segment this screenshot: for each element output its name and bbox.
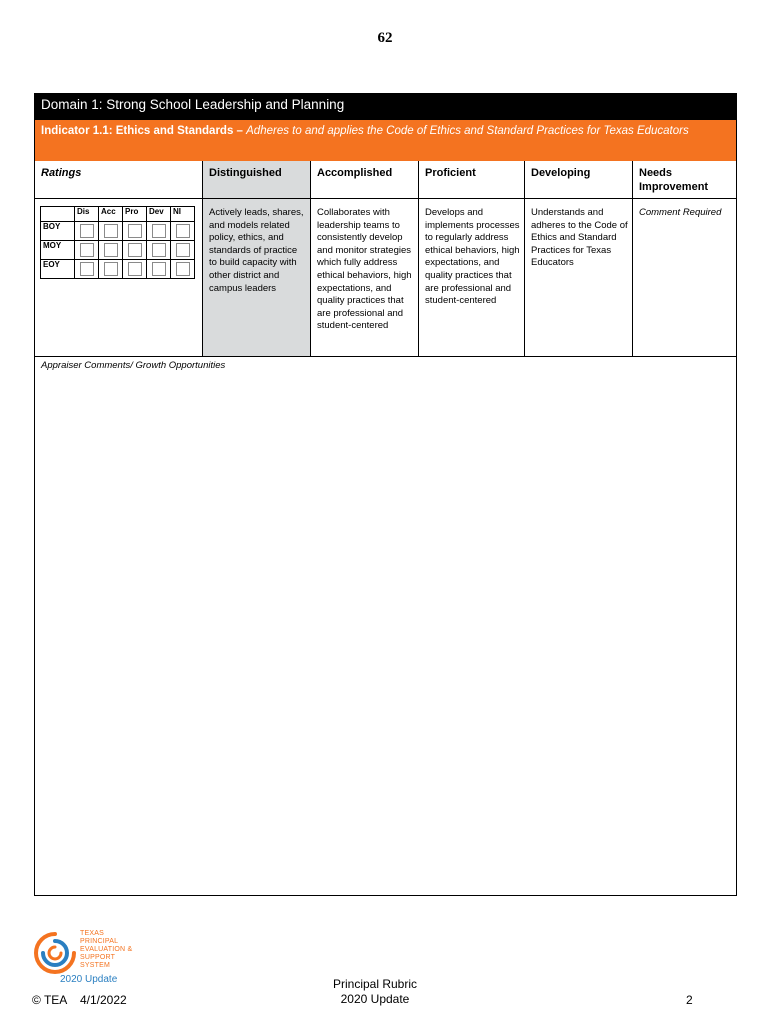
level-needs-improvement [632, 161, 736, 356]
level-description: Comment Required [639, 207, 722, 218]
footer-copyright: © TEA 4/1/2022 [32, 993, 127, 1007]
logo-swirl-icon [32, 930, 78, 976]
level-header: Developing [525, 161, 632, 199]
boy-ni-checkbox[interactable] [176, 224, 190, 238]
indicator-bar [35, 120, 736, 161]
boy-acc-checkbox[interactable] [104, 224, 118, 238]
level-accomplished [310, 161, 418, 356]
level-developing [524, 161, 632, 356]
comments-label: Appraiser Comments/ Growth Opportunities [41, 360, 226, 371]
moy-dis-checkbox[interactable] [80, 243, 94, 257]
rating-row-eoy: EOY [41, 260, 75, 279]
rating-col-acc: Acc [99, 207, 123, 222]
boy-dis-checkbox[interactable] [80, 224, 94, 238]
footer-title [300, 977, 450, 1007]
footer-page-number: 2 [686, 993, 693, 1007]
rating-col-dev: Dev [147, 207, 171, 222]
moy-ni-checkbox[interactable] [176, 243, 190, 257]
footer-title-line2: 2020 Update [340, 992, 410, 1006]
eoy-ni-checkbox[interactable] [176, 262, 190, 276]
logo-update: 2020 Update [60, 974, 118, 985]
logo-line: PRINCIPAL [80, 938, 119, 945]
level-header: Needs Improvement [633, 161, 736, 199]
moy-pro-checkbox[interactable] [128, 243, 142, 257]
boy-pro-checkbox[interactable] [128, 224, 142, 238]
boy-dev-checkbox[interactable] [152, 224, 166, 238]
eoy-dev-checkbox[interactable] [152, 262, 166, 276]
footer-title-line1: Principal Rubric [332, 977, 418, 991]
level-description: Actively leads, shares, and models related policy, ethics, and standards of practice to build capacity with other district and campus leaders [209, 207, 304, 294]
logo-line: SUPPORT SYSTEM [80, 954, 115, 969]
rating-col-pro: Pro [123, 207, 147, 222]
level-description: Develops and implements processes to regularly address ethical behaviors, high expectations, and quality practices that are professional and student-centered [425, 207, 520, 307]
rating-row-moy: MOY [41, 241, 75, 260]
level-header: Distinguished [203, 161, 310, 199]
level-proficient [418, 161, 524, 356]
level-header: Accomplished [311, 161, 418, 199]
ratings-header: Ratings [35, 161, 202, 199]
ratings-column [35, 161, 202, 356]
logo-line: EVALUATION & [80, 946, 133, 953]
level-description: Collaborates with leadership teams to consistently develop and monitor strategies which fully address ethical behaviors, high expectations, and quality practices that are professional and student-centered [317, 207, 412, 332]
level-description: Understands and adheres to the Code of Ethics and Standard Practices for Texas Educators [531, 207, 628, 269]
logo-text [80, 930, 140, 970]
level-distinguished [202, 161, 310, 356]
moy-dev-checkbox[interactable] [152, 243, 166, 257]
eoy-dis-checkbox[interactable] [80, 262, 94, 276]
logo-line: TEXAS [80, 930, 104, 937]
rating-row-boy: BOY [41, 222, 75, 241]
moy-acc-checkbox[interactable] [104, 243, 118, 257]
page-number: 62 [377, 30, 393, 46]
ratings-grid [35, 161, 736, 357]
level-header: Proficient [419, 161, 524, 199]
domain-title: Domain 1: Strong School Leadership and Planning [35, 94, 736, 120]
eoy-acc-checkbox[interactable] [104, 262, 118, 276]
indicator-description: Adheres to and applies the Code of Ethics and Standard Practices for Texas Educators [246, 125, 689, 137]
rating-col-dis: Dis [75, 207, 99, 222]
rubric-table [34, 93, 737, 896]
indicator-title: Indicator 1.1: Ethics and Standards – [41, 125, 247, 137]
eoy-pro-checkbox[interactable] [128, 262, 142, 276]
rating-col-ni: NI [171, 207, 195, 222]
ratings-corner-cell [41, 207, 75, 222]
ratings-checkbox-table [40, 206, 195, 279]
tpess-logo [30, 928, 140, 986]
